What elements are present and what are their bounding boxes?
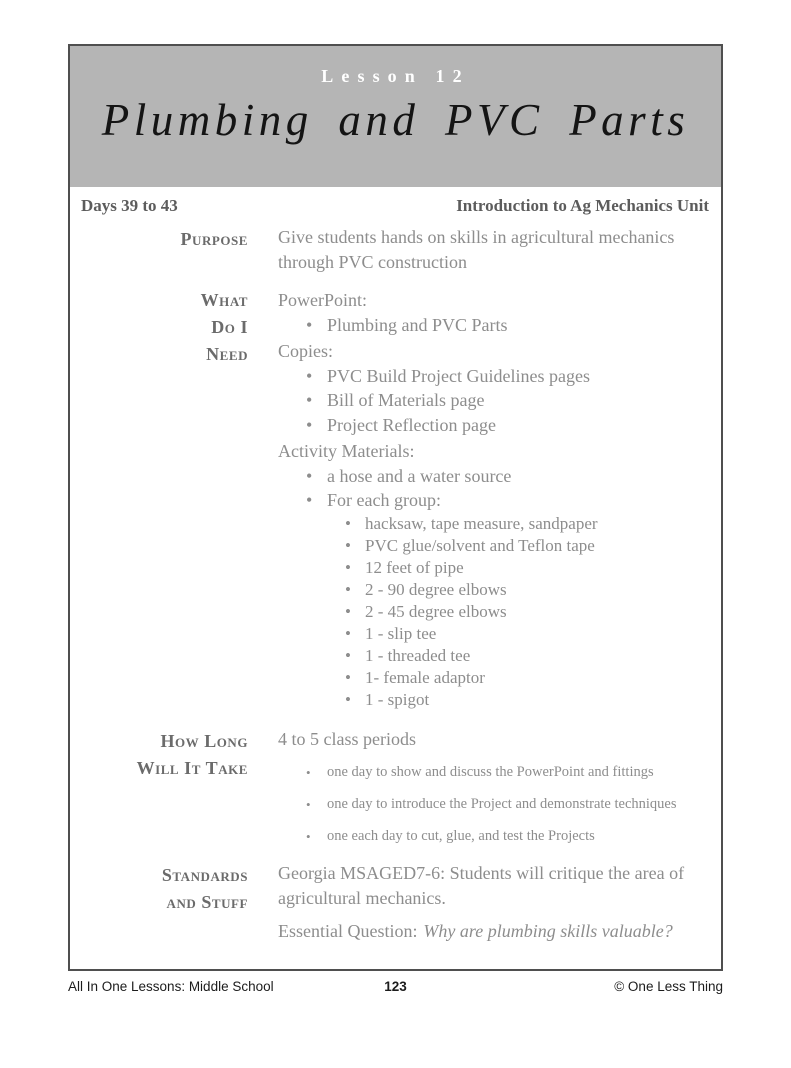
- standards-label: [70, 861, 248, 944]
- nested-list-item: • 1 - slip tee: [278, 623, 721, 645]
- duration-label-line: Will It Take: [136, 757, 248, 778]
- page-title: Plumbing and PVC Parts: [101, 95, 690, 145]
- nested-list-item: • 2 - 90 degree elbows: [278, 579, 721, 601]
- duration-item: • one each day to cut, glue, and test the Projects: [278, 826, 702, 847]
- standards-label-line: and Stuff: [166, 892, 248, 912]
- duration-label-line: How Long: [160, 730, 248, 751]
- lesson-banner: [70, 46, 721, 187]
- section-how-long: [70, 727, 721, 848]
- duration-item: • one day to show and discuss the PowerPoint and fittings: [278, 762, 702, 783]
- list-item: • For each group:: [278, 488, 721, 513]
- purpose-text: Give students hands on skills in agricultural mechanics through PVC construction: [278, 227, 675, 272]
- duration-item: • one day to introduce the Project and demonstrate techniques: [278, 794, 702, 815]
- page-frame: [68, 44, 723, 971]
- meta-row: [70, 187, 721, 216]
- nested-list-item: • 2 - 45 degree elbows: [278, 601, 721, 623]
- need-label-line: Do I: [211, 317, 248, 337]
- list-item: • Plumbing and PVC Parts: [278, 313, 721, 338]
- nested-list-item: • 1 - threaded tee: [278, 645, 721, 667]
- nested-list-item: • 1 - spigot: [278, 689, 721, 711]
- standards-label-line: Standards: [161, 865, 248, 885]
- list-item: • a hose and a water source: [278, 464, 721, 489]
- standards-text: Georgia MSAGED7-6: Students will critique the area of agricultural mechanics.: [278, 863, 685, 908]
- footer-page-number: 123: [384, 979, 407, 994]
- need-label-line: What: [200, 290, 248, 310]
- lesson-page: [68, 44, 723, 994]
- list-item: • PVC Build Project Guidelines pages: [278, 364, 721, 389]
- footer-series: All In One Lessons: Middle School: [68, 979, 274, 994]
- section-standards: [70, 861, 721, 944]
- duration-label: [70, 727, 248, 848]
- duration-lead: 4 to 5 class periods: [278, 728, 416, 749]
- section-what-do-i-need: [70, 286, 721, 711]
- list-item: • Bill of Materials page: [278, 388, 721, 413]
- days-range: Days 39 to 43: [81, 196, 178, 215]
- list-item: • Project Reflection page: [278, 413, 721, 438]
- materials-group-heading: Copies:: [278, 341, 334, 361]
- nested-list-item: • PVC glue/solvent and Teflon tape: [278, 535, 721, 557]
- essential-question-prefix: Essential Question:: [278, 921, 418, 941]
- section-purpose: [70, 225, 721, 274]
- essential-question-text: Why are plumbing skills valuable?: [423, 921, 673, 941]
- footer-copyright: © One Less Thing: [614, 979, 723, 994]
- purpose-label: Purpose: [180, 229, 248, 249]
- nested-list-item: • hacksaw, tape measure, sandpaper: [278, 513, 721, 535]
- page-footer: [68, 979, 723, 994]
- need-label: [70, 286, 248, 711]
- nested-list-item: • 1- female adaptor: [278, 667, 721, 689]
- need-label-line: Need: [206, 344, 248, 364]
- materials-group-heading: Activity Materials:: [278, 441, 415, 461]
- nested-list-item: • 12 feet of pipe: [278, 557, 721, 579]
- unit-name: Introduction to Ag Mechanics Unit: [456, 196, 709, 215]
- lesson-number: Lesson 12: [321, 66, 470, 86]
- materials-group-heading: PowerPoint:: [278, 290, 368, 310]
- essential-question: [278, 919, 721, 944]
